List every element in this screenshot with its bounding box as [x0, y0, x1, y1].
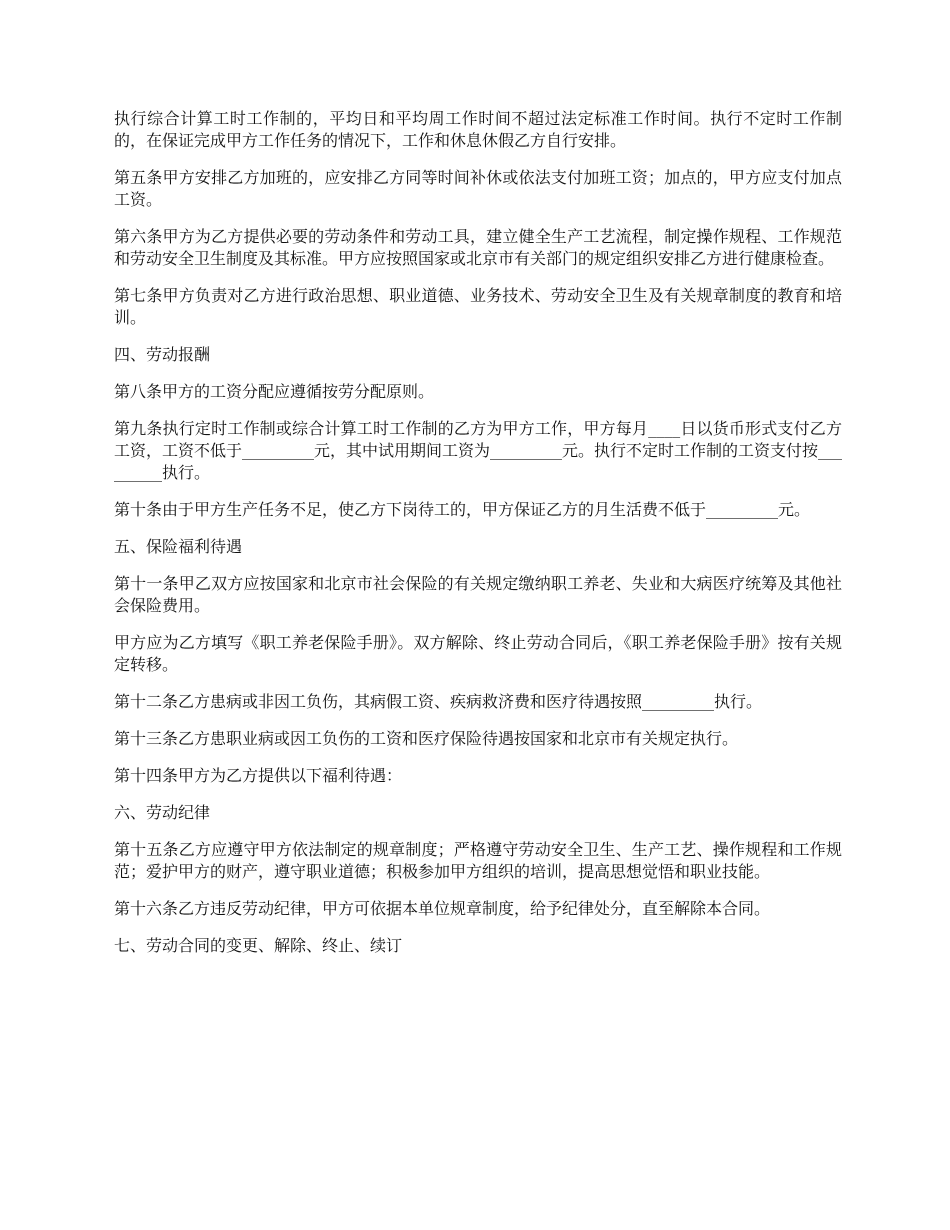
paragraph-article-16: 第十六条乙方违反劳动纪律，甲方可依据本单位规章制度，给予纪律处分，直至解除本合同。	[114, 899, 771, 918]
paragraph-article-8: 第八条甲方的工资分配应遵循按劳分配原则。	[114, 382, 435, 401]
paragraph-article-12: 第十二条乙方患病或非因工负伤，其病假工资、疾病救济费和医疗待遇按照_________执行。	[114, 692, 763, 711]
paragraph-article-6: 第六条甲方为乙方提供必要的劳动条件和劳动工具，建立健全生产工艺流程，制定操作规程、工作规范和劳动安全卫生制度及其标准。甲方应按照国家或北京市有关部门的规定组织安排乙方进行健康检查。	[114, 227, 842, 268]
paragraph-working-hours: 执行综合计算工时工作制的，平均日和平均周工作时间不超过法定标准工作时间。执行不定时工作制的，在保证完成甲方工作任务的情况下，工作和休息休假乙方自行安排。	[114, 109, 842, 150]
paragraph-article-5: 第五条甲方安排乙方加班的，应安排乙方同等时间补休或依法支付加班工资；加点的，甲方应支付加点工资。	[114, 168, 842, 209]
section-heading-discipline: 六、劳动纪律	[114, 803, 211, 822]
paragraph-article-9: 第九条执行定时工作制或综合计算工时工作制的乙方为甲方工作，甲方每月____日以货币形式支付乙方工资，工资不低于_________元，其中试用期间工资为_________元。执行不定时工作制的工资支付按_________执行。	[114, 419, 843, 482]
paragraph-pension-handbook: 甲方应为乙方填写《职工养老保险手册》。双方解除、终止劳动合同后，《职工养老保险手册》按有关规定转移。	[114, 633, 842, 674]
paragraph-article-7: 第七条甲方负责对乙方进行政治思想、职业道德、业务技术、劳动安全卫生及有关规章制度的教育和培训。	[114, 286, 842, 327]
section-heading-contract-changes: 七、劳动合同的变更、解除、终止、续订	[114, 936, 403, 955]
paragraph-article-15: 第十五条乙方应遵守甲方依法制定的规章制度；严格遵守劳动安全卫生、生产工艺、操作规程和工作规范；爱护甲方的财产，遵守职业道德；积极参加甲方组织的培训，提高思想觉悟和职业技能。	[114, 840, 842, 881]
document-body	[114, 108, 842, 972]
section-heading-insurance: 五、保险福利待遇	[114, 537, 243, 556]
paragraph-article-10: 第十条由于甲方生产任务不足，使乙方下岗待工的，甲方保证乙方的月生活费不低于_________元。	[114, 500, 811, 519]
section-heading-remuneration: 四、劳动报酬	[114, 345, 211, 364]
paragraph-article-11: 第十一条甲乙双方应按国家和北京市社会保险的有关规定缴纳职工养老、失业和大病医疗统筹及其他社会保险费用。	[114, 574, 842, 615]
paragraph-article-14: 第十四条甲方为乙方提供以下福利待遇：	[114, 766, 403, 785]
paragraph-article-13: 第十三条乙方患职业病或因工负伤的工资和医疗保险待遇按国家和北京市有关规定执行。	[114, 729, 739, 748]
